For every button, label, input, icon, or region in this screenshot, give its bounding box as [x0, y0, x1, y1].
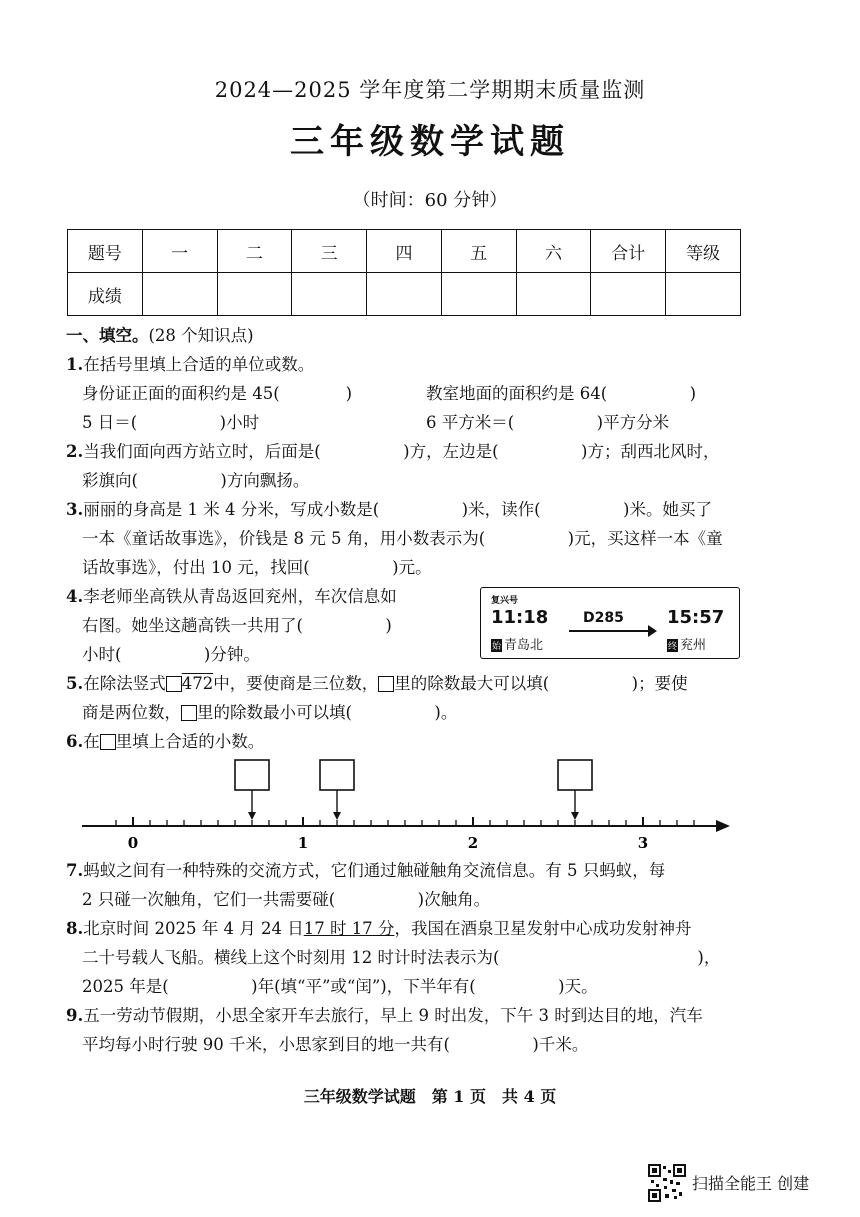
question-number: 6.	[66, 732, 84, 751]
number-line-label: 1	[297, 834, 309, 852]
score-cell: 五	[441, 230, 516, 273]
q1-b: 教室地面的面积约是 64( )	[426, 384, 697, 403]
score-table-score-row	[68, 273, 741, 316]
number-line-answer-box[interactable]	[235, 760, 269, 820]
question-number: 9.	[66, 1006, 84, 1025]
departure-station	[491, 634, 543, 653]
score-blank-cell[interactable]	[142, 273, 217, 316]
arrow-right-icon	[716, 820, 730, 832]
question-text: 商是两位数，	[82, 703, 181, 722]
q9-line2: 平均每小时行驶 90 千米，小思家到目的地一共有( )千米。	[82, 1035, 589, 1054]
score-cell: 一	[142, 230, 217, 273]
q3-line3: 话故事选》，付出 10 元，找回( )元。	[82, 558, 432, 577]
question-text: ，我国在酒泉卫星发射中心成功发射神舟	[394, 919, 692, 938]
question-number: 7.	[66, 861, 84, 880]
answer-box[interactable]	[320, 760, 354, 790]
score-blank-cell[interactable]	[516, 273, 591, 316]
question-text: 当我们面向西方站立时，后面是( )方，左边是( )方；刮西北风时，	[83, 442, 720, 461]
score-blank-cell[interactable]	[292, 273, 367, 316]
answer-box	[100, 734, 116, 750]
question-text: 在除法竖式	[83, 674, 166, 693]
score-cell: 三	[292, 230, 367, 273]
exam-title: 三年级数学试题	[290, 122, 570, 162]
page-footer: 三年级数学试题 第 1 页 共 4 页	[303, 1087, 557, 1106]
section-title: 一、填空。	[66, 326, 149, 345]
end-station-icon: 终	[667, 639, 678, 652]
start-station-icon: 始	[491, 639, 502, 652]
question-text: 蚂蚁之间有一种特殊的交流方式，它们通过触碰触角交流信息。有 5 只蚂蚁，每	[83, 861, 666, 880]
dividend: 472	[181, 674, 214, 693]
answer-box[interactable]	[235, 760, 269, 790]
arrival-station	[667, 634, 706, 653]
score-cell: 四	[367, 230, 442, 273]
divisor-box	[378, 676, 394, 692]
train-type-label: 复兴号	[491, 596, 519, 606]
number-line-label: 0	[127, 834, 139, 852]
question-text: 在括号里填上合适的单位或数。	[83, 355, 315, 374]
number-line-boxes	[235, 760, 592, 820]
question-1	[66, 354, 314, 376]
question-3	[66, 499, 712, 521]
arrow-right-icon	[569, 630, 655, 632]
number-line-label: 2	[467, 834, 479, 852]
q3-line2: 一本《童话故事选》，价钱是 8 元 5 角，用小数表示为( )元，买这样一本《童	[82, 529, 723, 548]
answer-box[interactable]	[558, 760, 592, 790]
q8-line3: 2025 年是( )年(填“平”或“闰”)，下半年有( )天。	[82, 977, 598, 996]
section-heading	[66, 325, 254, 347]
question-text: 在	[83, 732, 100, 751]
number-line-answer-box[interactable]	[558, 760, 592, 820]
number-line	[78, 756, 738, 856]
question-text: 丽丽的身高是 1 米 4 分米，写成小数是( )米，读作( )米。她买了	[83, 500, 712, 519]
question-number: 1.	[66, 355, 84, 374]
divisor-box	[181, 705, 197, 721]
question-text: 里填上合适的小数。	[115, 732, 265, 751]
departure-station-name: 青岛北	[504, 638, 544, 653]
question-text: 中，要使商是三位数，	[213, 674, 379, 693]
score-blank-cell[interactable]	[367, 273, 442, 316]
scanner-watermark: 扫描全能王 创建	[692, 1174, 810, 1193]
arrow-down-icon	[248, 812, 256, 820]
number-line-answer-box[interactable]	[320, 760, 354, 820]
q1-c: 5 日＝( )小时	[82, 413, 260, 432]
qr-code-icon	[648, 1164, 686, 1202]
question-4	[66, 586, 397, 608]
q1-a: 身份证正面的面积约是 45( )	[82, 384, 353, 403]
question-8	[66, 918, 691, 940]
train-number: D285	[583, 610, 624, 626]
q8-line2: 二十号载人飞船。横线上这个时刻用 12 时计时法表示为( )，	[82, 948, 721, 967]
question-7	[66, 860, 665, 882]
q4-line3: 小时( )分钟。	[82, 645, 260, 664]
score-table-header-row	[68, 230, 741, 273]
question-2	[66, 441, 719, 463]
score-blank-cell[interactable]	[217, 273, 292, 316]
question-6	[66, 731, 264, 753]
train-ticket	[480, 587, 740, 659]
question-number: 3.	[66, 500, 84, 519]
departure-time: 11:18	[491, 607, 549, 628]
q4-line2: 右图。她坐这趟高铁一共用了( )	[82, 616, 392, 635]
exam-time: （时间：60 分钟）	[352, 190, 508, 211]
question-5	[66, 673, 688, 695]
question-text: 里的除数最小可以填( )。	[197, 703, 458, 722]
number-line-labels	[128, 834, 648, 852]
arrow-down-icon	[571, 812, 579, 820]
score-blank-cell[interactable]	[441, 273, 516, 316]
score-cell: 等级	[666, 230, 741, 273]
arrow-down-icon	[333, 812, 341, 820]
arrival-station-name: 兖州	[680, 638, 707, 653]
number-line-ticks	[116, 817, 694, 826]
question-text: 李老师坐高铁从青岛返回兖州，车次信息如	[83, 587, 397, 606]
question-text: 五一劳动节假期，小思全家开车去旅行，早上 9 时出发，下午 3 时到达目的地，汽车	[83, 1006, 703, 1025]
section-note: (28 个知识点)	[148, 326, 254, 345]
score-row-label: 成绩	[68, 273, 143, 316]
score-cell: 六	[516, 230, 591, 273]
question-text: 里的除数最大可以填( )；要使	[394, 674, 688, 693]
score-cell: 二	[217, 230, 292, 273]
question-number: 5.	[66, 674, 84, 693]
score-table	[67, 229, 741, 316]
question-number: 2.	[66, 442, 84, 461]
arrival-time: 15:57	[667, 607, 725, 628]
divisor-box	[166, 676, 182, 692]
exam-subtitle: 2024—2025 学年度第二学期期末质量监测	[214, 78, 646, 102]
underlined-time: 17 时 17 分	[303, 919, 395, 938]
number-line-label: 3	[637, 834, 649, 852]
question-number: 4.	[66, 587, 84, 606]
q7-line2: 2 只碰一次触角，它们一共需要碰( )次触角。	[82, 890, 491, 909]
question-text: 北京时间 2025 年 4 月 24 日	[83, 919, 304, 938]
question-9	[66, 1005, 703, 1027]
q1-d: 6 平方米＝( )平方分米	[426, 413, 670, 432]
score-cell: 合计	[591, 230, 666, 273]
score-blank-cell[interactable]	[591, 273, 666, 316]
q5-line2	[82, 702, 457, 724]
question-number: 8.	[66, 919, 84, 938]
score-blank-cell[interactable]	[666, 273, 741, 316]
q2-line2: 彩旗向( )方向飘扬。	[82, 471, 310, 490]
score-cell: 题号	[68, 230, 143, 273]
